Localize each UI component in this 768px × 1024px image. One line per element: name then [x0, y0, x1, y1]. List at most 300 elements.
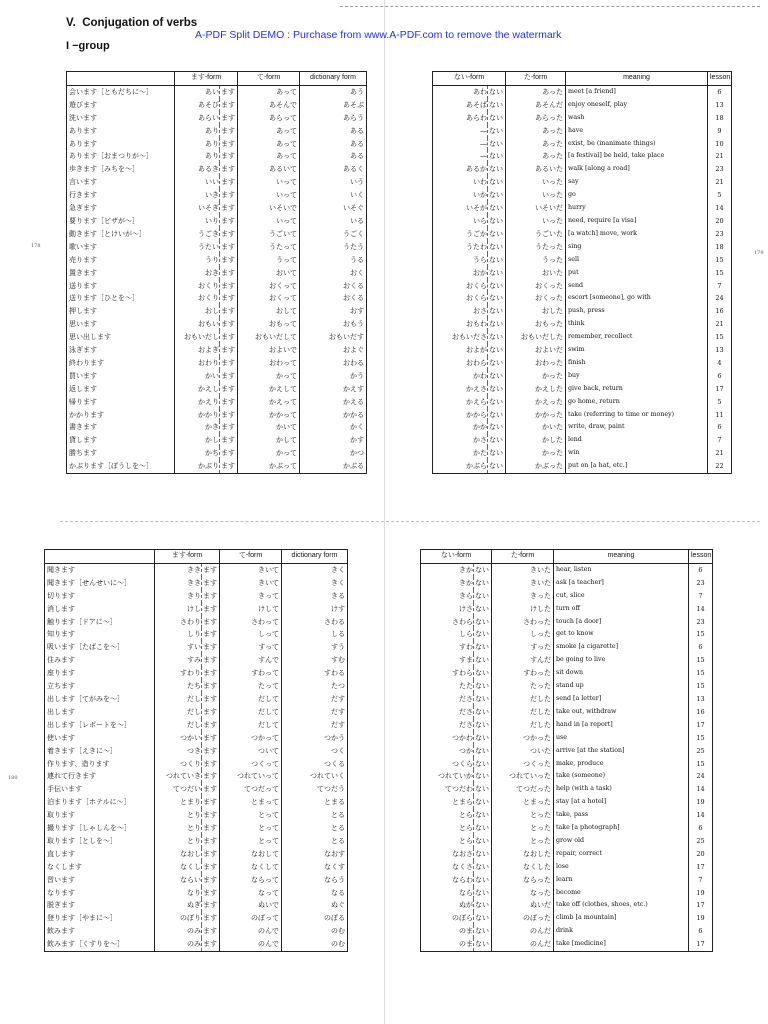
table-row	[45, 887, 348, 900]
masu-suffix: ます	[220, 357, 238, 370]
dictionary-form: かつ	[350, 449, 364, 458]
masu-stem: とまり	[180, 798, 201, 807]
verb-masu-kanji: 買います	[67, 370, 175, 383]
table-row	[45, 654, 348, 667]
lesson-number: 15	[696, 682, 705, 691]
verb-masu-kanji: 取ります	[45, 809, 155, 822]
table-row	[45, 770, 348, 783]
ta-form: のんだ	[492, 925, 554, 938]
meaning: buy	[566, 370, 708, 383]
dictionary-form: ぬぐ	[331, 901, 345, 910]
lesson-number: 17	[696, 940, 705, 949]
table-row	[433, 434, 732, 447]
nai-stem: ぬが	[459, 901, 473, 910]
nai-stem: —	[480, 139, 487, 148]
page-divider	[60, 521, 760, 522]
meaning: win	[566, 447, 708, 460]
nai-suffix: ない	[488, 344, 506, 357]
masu-suffix: ます	[202, 835, 220, 848]
table-row	[421, 887, 713, 900]
te-form: うたって	[238, 241, 300, 254]
masu-suffix: ます	[220, 125, 238, 138]
ta-form: かした	[506, 434, 566, 447]
meaning: grow old	[554, 835, 689, 848]
watermark-link[interactable]: A-PDF Split DEMO : Purchase from www.A-PDF.com to remove the watermark	[195, 29, 562, 41]
ta-form: とった	[492, 835, 554, 848]
lesson-number: 11	[715, 410, 724, 419]
nai-suffix: ない	[474, 732, 492, 745]
masu-stem: おくり	[198, 281, 219, 290]
dictionary-form: かく	[350, 423, 364, 432]
masu-suffix: ます	[202, 861, 220, 874]
verb-masu-kanji: 行きます	[67, 189, 175, 202]
ta-form: なった	[492, 887, 554, 900]
lesson-number: 13	[696, 694, 705, 703]
col-header-te: て-form	[220, 550, 282, 564]
nai-suffix: ない	[488, 85, 506, 98]
masu-suffix: ます	[202, 796, 220, 809]
nai-suffix: ない	[474, 745, 492, 758]
masu-stem: おもい	[198, 320, 219, 329]
verb-masu-kanji: 急ぎます	[67, 202, 175, 215]
lesson-number: 21	[715, 152, 724, 161]
nai-suffix: ない	[488, 189, 506, 202]
col-header-masu: ます-form	[155, 550, 220, 564]
nai-suffix: ない	[474, 693, 492, 706]
table-row	[67, 421, 367, 434]
table-row	[67, 344, 367, 357]
lesson-number: 20	[715, 216, 724, 225]
te-form: すんで	[220, 654, 282, 667]
verb-masu-kanji: 歌います	[67, 241, 175, 254]
lesson-number: 25	[696, 836, 705, 845]
dictionary-form: いそぐ	[343, 204, 364, 213]
meaning: [a festival] be held, take place	[566, 150, 708, 163]
meaning: write, draw, paint	[566, 421, 708, 434]
verb-masu-kanji: 登ります［やまに〜］	[45, 912, 155, 925]
dictionary-form: ある	[350, 126, 364, 135]
table-row	[433, 189, 732, 202]
table-row	[433, 202, 732, 215]
nai-stem: とら	[459, 811, 473, 820]
table-row	[421, 835, 713, 848]
masu-stem: かえし	[198, 384, 219, 393]
masu-stem: かい	[205, 371, 219, 380]
meaning: stay [at a hotel]	[554, 796, 689, 809]
nai-stem: つくら	[452, 759, 473, 768]
te-form: おわって	[238, 357, 300, 370]
masu-suffix: ます	[202, 654, 220, 667]
nai-stem: しら	[459, 630, 473, 639]
masu-suffix: ます	[202, 693, 220, 706]
masu-stem: しり	[187, 630, 201, 639]
masu-suffix: ます	[220, 163, 238, 176]
verb-masu-kanji: 書きます	[67, 421, 175, 434]
dictionary-form: うたう	[343, 242, 364, 251]
nai-stem: —	[480, 126, 487, 135]
te-form: とまって	[220, 796, 282, 809]
te-form: かって	[238, 447, 300, 460]
table-row	[433, 318, 732, 331]
verb-masu-kanji: 聞きます	[45, 563, 155, 576]
table-row	[421, 616, 713, 629]
table-row	[67, 280, 367, 293]
page-number: 179	[754, 250, 764, 256]
nai-stem: いそが	[466, 204, 487, 213]
ta-form: のんだ	[492, 938, 554, 951]
table-row	[421, 770, 713, 783]
verb-masu-kanji: 会います［ともだちに〜］	[67, 85, 175, 98]
ta-form: ぬいだ	[492, 899, 554, 912]
nai-stem: のぼら	[452, 914, 473, 923]
masu-stem: おし	[205, 307, 219, 316]
meaning: take (someone)	[554, 770, 689, 783]
table-row	[45, 874, 348, 887]
nai-suffix: ない	[488, 396, 506, 409]
nai-stem: のま	[459, 927, 473, 936]
nai-suffix: ない	[474, 938, 492, 951]
meaning: make, produce	[554, 758, 689, 771]
lesson-number: 15	[696, 669, 705, 678]
nai-suffix: ない	[488, 370, 506, 383]
col-header-meaning: meaning	[554, 550, 689, 564]
table-row	[45, 861, 348, 874]
nai-suffix: ない	[474, 848, 492, 861]
nai-stem: きか	[459, 565, 473, 574]
col-header	[45, 550, 155, 564]
nai-suffix: ない	[488, 460, 506, 473]
dictionary-form: すわる	[324, 669, 345, 678]
verb-masu-kanji: 泊まります［ホテルに〜］	[45, 796, 155, 809]
masu-stem: うり	[205, 255, 219, 264]
meaning: repair, correct	[554, 848, 689, 861]
lesson-number: 18	[715, 113, 724, 122]
masu-stem: きき	[187, 565, 201, 574]
te-form: さわって	[220, 616, 282, 629]
nai-suffix: ない	[474, 577, 492, 590]
masu-stem: つき	[187, 746, 201, 755]
lesson-number: 6	[717, 423, 722, 432]
te-form: うごいて	[238, 228, 300, 241]
table-row	[433, 447, 732, 460]
nai-stem: のま	[459, 940, 473, 949]
dictionary-form: おもう	[343, 320, 364, 329]
masu-stem: きり	[187, 591, 201, 600]
dictionary-form: およぐ	[343, 346, 364, 355]
ta-form: きいた	[492, 577, 554, 590]
masu-suffix: ます	[220, 112, 238, 125]
masu-stem: なくし	[180, 862, 201, 871]
nai-stem: ならわ	[452, 875, 473, 884]
meaning: help (with a task)	[554, 783, 689, 796]
lesson-number: 6	[717, 371, 722, 380]
nai-stem: けさ	[459, 604, 473, 613]
nai-stem: うごか	[466, 229, 487, 238]
masu-suffix: ます	[220, 254, 238, 267]
masu-suffix: ます	[220, 150, 238, 163]
nai-suffix: ない	[488, 241, 506, 254]
nai-suffix: ない	[488, 434, 506, 447]
masu-stem: つくり	[180, 759, 201, 768]
ta-form: およいだ	[506, 344, 566, 357]
masu-stem: あり	[205, 139, 219, 148]
nai-stem: うら	[473, 255, 487, 264]
nai-suffix: ない	[474, 809, 492, 822]
dictionary-form: しる	[331, 630, 345, 639]
meaning: finish	[566, 357, 708, 370]
lesson-number: 24	[715, 294, 724, 303]
lesson-number: 4	[717, 358, 722, 367]
te-form: いって	[238, 215, 300, 228]
masu-stem: およぎ	[198, 346, 219, 355]
table-row	[421, 809, 713, 822]
dictionary-form: いる	[350, 216, 364, 225]
te-form: かえして	[238, 383, 300, 396]
table-row	[433, 421, 732, 434]
masu-stem: だし	[187, 707, 201, 716]
dictionary-form: のむ	[331, 940, 345, 949]
table-row	[433, 228, 732, 241]
te-form: あらって	[238, 112, 300, 125]
lesson-number: 20	[696, 849, 705, 858]
masu-suffix: ます	[220, 138, 238, 151]
dictionary-form: とる	[331, 836, 345, 845]
nai-stem: ださ	[459, 694, 473, 703]
masu-suffix: ます	[202, 745, 220, 758]
ta-form: かえした	[506, 383, 566, 396]
table-row	[433, 163, 732, 176]
lesson-number: 18	[715, 242, 724, 251]
verb-masu-kanji: かぶります［ぼうしを〜］	[67, 460, 175, 473]
table-row	[45, 809, 348, 822]
col-header-dict: dictionary form	[282, 550, 348, 564]
masu-stem: だし	[187, 720, 201, 729]
te-form: あって	[238, 125, 300, 138]
col-header-nai: ない-form	[421, 550, 492, 564]
meaning: drink	[554, 925, 689, 938]
ta-form: うごいた	[506, 228, 566, 241]
dictionary-form: つくる	[324, 759, 345, 768]
table-row	[67, 305, 367, 318]
nai-stem: なら	[459, 888, 473, 897]
meaning: take [a photograph]	[554, 822, 689, 835]
table-row	[67, 215, 367, 228]
ta-form: なおした	[492, 848, 554, 861]
nai-suffix: ない	[474, 783, 492, 796]
nai-suffix: ない	[474, 680, 492, 693]
verb-masu-kanji: 洗います	[67, 112, 175, 125]
dictionary-form: ある	[350, 152, 364, 161]
table-row	[421, 732, 713, 745]
masu-stem: たち	[187, 682, 201, 691]
masu-suffix: ます	[220, 267, 238, 280]
ta-form: ならった	[492, 874, 554, 887]
verb-masu-kanji: あります［おまつりが〜］	[67, 150, 175, 163]
table-row	[433, 99, 732, 112]
te-form: けして	[220, 603, 282, 616]
nai-stem: かさ	[473, 436, 487, 445]
nai-suffix: ない	[488, 228, 506, 241]
table-row	[67, 176, 367, 189]
table-row	[433, 150, 732, 163]
lesson-number: 5	[717, 191, 722, 200]
meaning: need, require [a visa]	[566, 215, 708, 228]
lesson-number: 7	[717, 281, 722, 290]
table-row	[67, 383, 367, 396]
ta-form: かった	[506, 370, 566, 383]
verb-masu-kanji: 使います	[45, 732, 155, 745]
table-row	[433, 396, 732, 409]
lesson-number: 6	[698, 824, 703, 833]
ta-form: つかった	[492, 732, 554, 745]
table-row	[433, 138, 732, 151]
meaning: put	[566, 267, 708, 280]
ta-form: あそんだ	[506, 99, 566, 112]
te-form: なくして	[220, 861, 282, 874]
meaning: push, press	[566, 305, 708, 318]
table-row	[45, 783, 348, 796]
verb-masu-kanji: 吸います［たばこを〜］	[45, 641, 155, 654]
lesson-number: 9	[717, 126, 722, 135]
col-header-ta: た-form	[492, 550, 554, 564]
te-form: きって	[220, 590, 282, 603]
masu-stem: かぶり	[198, 462, 219, 471]
verb-masu-kanji: 要ります［ビザが〜］	[67, 215, 175, 228]
ta-form: かかった	[506, 409, 566, 422]
meaning: take [medicine]	[554, 938, 689, 951]
nai-stem: いか	[473, 191, 487, 200]
dictionary-form: つく	[331, 746, 345, 755]
lesson-number: 21	[715, 178, 724, 187]
ta-form: いった	[506, 176, 566, 189]
nai-stem: てつだわ	[445, 785, 473, 794]
dictionary-form: あう	[350, 87, 364, 96]
verb-masu-kanji: なります	[45, 887, 155, 900]
lesson-number: 15	[696, 630, 705, 639]
meaning: lend	[566, 434, 708, 447]
lesson-number: 14	[696, 785, 705, 794]
col-header-ta: た-form	[506, 72, 566, 86]
masu-suffix: ます	[220, 396, 238, 409]
table-row	[421, 719, 713, 732]
dictionary-form: かす	[350, 436, 364, 445]
meaning: think	[566, 318, 708, 331]
lesson-number: 17	[696, 720, 705, 729]
col-header-meaning: meaning	[566, 72, 708, 86]
nai-suffix: ない	[474, 719, 492, 732]
masu-suffix: ます	[202, 912, 220, 925]
masu-suffix: ます	[220, 189, 238, 202]
masu-stem: あらい	[198, 113, 219, 122]
nai-stem: つか	[459, 746, 473, 755]
masu-stem: うごき	[198, 229, 219, 238]
verb-masu-kanji: 飲みます［くすりを〜］	[45, 938, 155, 951]
nai-stem: きら	[459, 591, 473, 600]
lesson-number: 6	[717, 87, 722, 96]
verb-masu-kanji: 遊びます	[67, 99, 175, 112]
table-row	[421, 577, 713, 590]
nai-suffix: ない	[488, 280, 506, 293]
masu-stem: すわり	[180, 669, 201, 678]
lesson-number: 23	[715, 229, 724, 238]
verb-masu-kanji: 飲みます	[45, 925, 155, 938]
col-header-lesson: lesson	[708, 72, 732, 86]
masu-suffix: ます	[220, 292, 238, 305]
lesson-number: 17	[715, 384, 724, 393]
nai-stem: おもいださ	[452, 333, 487, 342]
table-row	[67, 112, 367, 125]
table-row	[421, 693, 713, 706]
table-row	[433, 215, 732, 228]
verb-masu-kanji: なくします	[45, 861, 155, 874]
page-fold	[384, 0, 385, 1024]
table-row	[433, 383, 732, 396]
table-row	[67, 85, 367, 98]
ta-form: おもった	[506, 318, 566, 331]
dictionary-form: おわる	[343, 358, 364, 367]
masu-stem: あり	[205, 126, 219, 135]
nai-stem: おさ	[473, 307, 487, 316]
table-row	[45, 563, 348, 576]
te-form: かかって	[238, 409, 300, 422]
lesson-number: 13	[715, 100, 724, 109]
nai-suffix: ない	[474, 874, 492, 887]
meaning: send [a letter]	[554, 693, 689, 706]
table-row	[67, 125, 367, 138]
meaning: swim	[566, 344, 708, 357]
verb-masu-kanji: 思います	[67, 318, 175, 331]
table-row	[67, 370, 367, 383]
nai-stem: きか	[459, 578, 473, 587]
verb-masu-kanji: 帰ります	[67, 396, 175, 409]
verb-masu-kanji: 売ります	[67, 254, 175, 267]
te-form: あそんで	[238, 99, 300, 112]
dictionary-form: おくる	[343, 281, 364, 290]
lesson-number: 19	[696, 888, 705, 897]
nai-stem: とら	[459, 824, 473, 833]
ta-form: おもいだした	[506, 331, 566, 344]
te-form: あって	[238, 85, 300, 98]
masu-suffix: ます	[202, 577, 220, 590]
masu-suffix: ます	[202, 719, 220, 732]
table-row	[433, 280, 732, 293]
table-row	[45, 693, 348, 706]
masu-suffix: ます	[202, 758, 220, 771]
ta-form: すわった	[492, 667, 554, 680]
masu-stem: かかり	[198, 410, 219, 419]
table-row	[421, 874, 713, 887]
dictionary-form: とる	[331, 811, 345, 820]
dictionary-form: あそぶ	[343, 100, 364, 109]
masu-suffix: ます	[202, 603, 220, 616]
masu-stem: あそび	[198, 100, 219, 109]
meaning: sing	[566, 241, 708, 254]
te-form: きいて	[220, 577, 282, 590]
meaning: cut, slice	[554, 590, 689, 603]
lesson-number: 17	[696, 862, 705, 871]
ta-form: すった	[492, 641, 554, 654]
ta-form: おした	[506, 305, 566, 318]
dictionary-form: きく	[331, 578, 345, 587]
nai-stem: かから	[466, 410, 487, 419]
ta-form: あった	[506, 138, 566, 151]
masu-stem: とり	[187, 824, 201, 833]
masu-stem: かき	[205, 423, 219, 432]
masu-stem: おわり	[198, 358, 219, 367]
ta-form: だした	[492, 693, 554, 706]
lesson-number: 5	[717, 397, 722, 406]
verb-masu-kanji: 撮ります［しゃしんを〜］	[45, 822, 155, 835]
